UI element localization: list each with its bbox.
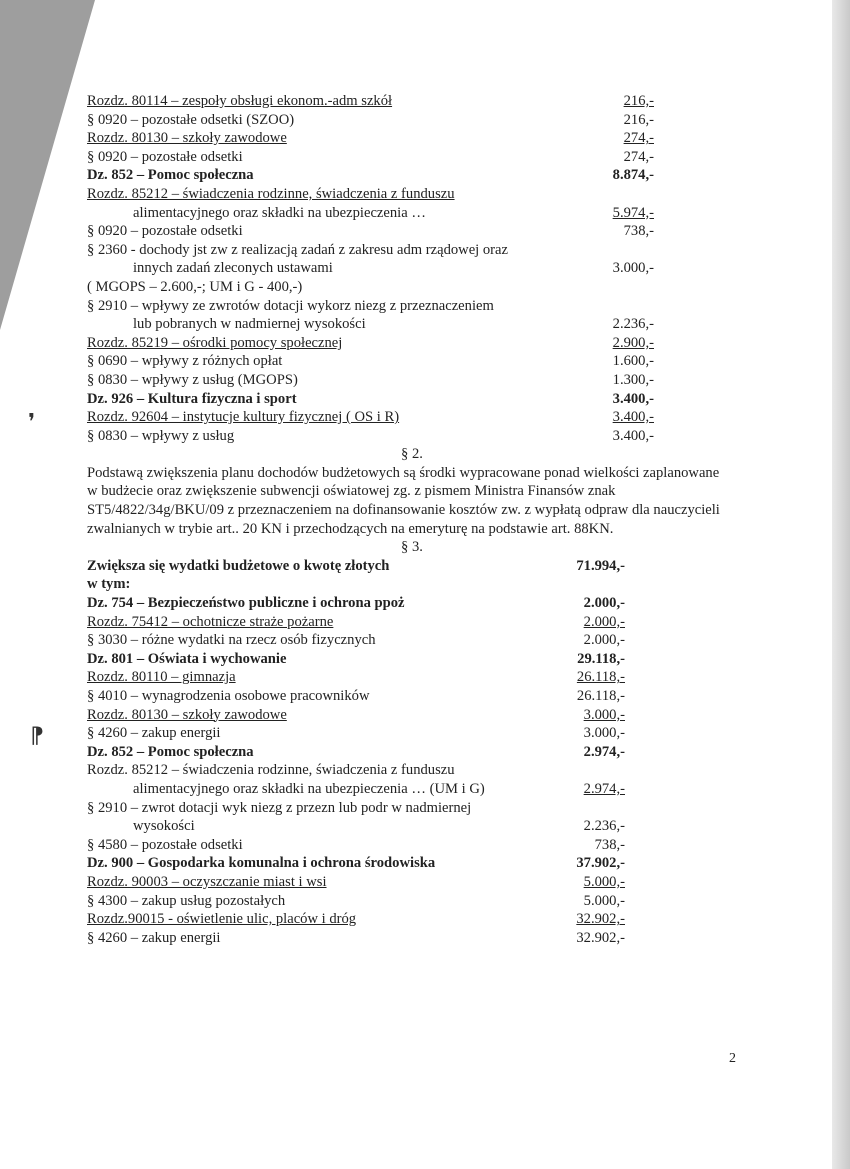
line-label: Dz. 852 – Pomoc społeczna	[87, 167, 254, 184]
budget-line	[87, 185, 737, 204]
punch-hole-mark: ❜	[28, 410, 36, 435]
budget-line	[87, 873, 737, 892]
budget-line	[87, 129, 737, 148]
line-amount: 26.118,-	[576, 669, 625, 686]
line-label: § 2910 – wpływy ze zwrotów dotacji wykorz niezg z przeznaczeniem	[87, 297, 494, 314]
line-amount: 274,-	[623, 130, 654, 147]
budget-line	[87, 390, 737, 409]
budget-line	[87, 743, 737, 762]
budget-line	[87, 371, 737, 390]
document-page	[87, 92, 737, 947]
line-label: Rozdz. 80130 – szkoły zawodowe	[87, 130, 287, 147]
line-amount: 738,-	[623, 223, 654, 240]
budget-line	[87, 334, 737, 353]
line-amount: 8.874,-	[612, 167, 654, 184]
line-label: Dz. 801 – Oświata i wychowanie	[87, 650, 287, 667]
budget-line	[87, 854, 737, 873]
budget-line	[87, 594, 737, 613]
line-label: Dz. 852 – Pomoc społeczna	[87, 743, 254, 760]
line-label: innych zadań zleconych ustawami	[133, 260, 333, 277]
budget-line	[87, 892, 737, 911]
line-label: § 4260 – zakup energii	[87, 929, 221, 946]
budget-line	[87, 650, 737, 669]
line-label: w tym:	[87, 576, 131, 593]
line-amount: 1.600,-	[612, 353, 654, 370]
line-amount: 3.400,-	[612, 409, 654, 426]
budget-line	[87, 817, 737, 836]
line-amount: 2.236,-	[612, 316, 654, 333]
budget-line	[87, 222, 737, 241]
line-amount: 2.000,-	[583, 595, 625, 612]
line-label: § 0920 – pozostałe odsetki	[87, 223, 243, 240]
line-label: Zwiększa się wydatki budżetowe o kwotę złotych	[87, 557, 390, 574]
line-label: Rozdz. 90003 – oczyszczanie miast i wsi	[87, 873, 327, 890]
line-label: Rozdz. 75412 – ochotnicze straże pożarne	[87, 613, 334, 630]
budget-line	[87, 929, 737, 948]
budget-line	[87, 148, 737, 167]
budget-line	[87, 297, 737, 316]
punch-hole-mark: ⁋	[30, 724, 44, 749]
page-number: 2	[729, 1051, 736, 1066]
line-label: § 4300 – zakup usług pozostałych	[87, 892, 286, 909]
line-label: Dz. 754 – Bezpieczeństwo publiczne i ochrona ppoż	[87, 595, 405, 612]
budget-line	[87, 780, 737, 799]
line-label: § 4580 – pozostałe odsetki	[87, 836, 243, 853]
line-label: lub pobranych w nadmiernej wysokości	[133, 316, 366, 333]
budget-line	[87, 352, 737, 371]
line-amount: 1.300,-	[612, 371, 654, 388]
line-amount: 3.400,-	[612, 427, 654, 444]
budget-line	[87, 724, 737, 743]
paragraph-2-heading: § 2.	[401, 446, 423, 463]
line-label: Rozdz. 85212 – świadczenia rodzinne, świadczenia z funduszu	[87, 762, 455, 779]
budget-line	[87, 687, 737, 706]
budget-line	[87, 241, 737, 260]
line-amount: 26.118,-	[576, 688, 625, 704]
budget-line	[87, 761, 737, 780]
budget-line	[87, 111, 737, 130]
line-amount: 2.974,-	[583, 743, 625, 760]
budget-line	[87, 836, 737, 855]
budget-line	[87, 427, 737, 446]
budget-line	[87, 259, 737, 278]
line-amount: 32.902,-	[576, 929, 625, 946]
line-label: Dz. 926 – Kultura fizyczna i sport	[87, 390, 297, 407]
budget-line	[87, 575, 737, 594]
line-amount: 5.974,-	[612, 204, 654, 221]
line-label: Rozdz. 80130 – szkoły zawodowe	[87, 706, 287, 723]
line-amount: 3.000,-	[583, 706, 625, 723]
line-label: § 0830 – wpływy z usług	[87, 427, 235, 444]
income-section	[87, 92, 737, 445]
line-label: Rozdz.90015 - oświetlenie ulic, placów i dróg	[87, 911, 357, 928]
line-amount: 3.400,-	[612, 390, 654, 407]
paragraph-2-text: Podstawą zwiększenia planu dochodów budżetowych są środki wypracowane ponad wielkości zaplanowane w budżecie oraz zwiększenie subwencji oświatowej zg. z pismem Ministra Finansów znak ST5/4822/34g/BKU/09 z przeznaczeniem na dofinansowanie kosztów zw. z wypłatą odpraw dla nauczycieli zwalnianych w trybie art.. 20 KN i przechodzących na emeryturę na podstawie art. 88KN.	[87, 464, 720, 537]
scan-shadow-corner	[0, 0, 95, 330]
expense-section	[87, 557, 737, 947]
line-label: § 4010 – wynagrodzenia osobowe pracowników	[87, 688, 370, 704]
budget-line	[87, 668, 737, 687]
line-label: § 2360 - dochody jst zw z realizacją zadań z zakresu adm rządowej oraz	[87, 241, 508, 258]
budget-line	[87, 204, 737, 223]
line-amount: 5.000,-	[583, 892, 625, 909]
line-amount: 2.000,-	[583, 632, 625, 649]
line-amount: 32.902,-	[576, 911, 625, 928]
line-label: Rozdz. 85219 – ośrodki pomocy społecznej	[87, 334, 343, 351]
line-amount: 3.000,-	[583, 725, 625, 742]
budget-line	[87, 706, 737, 725]
line-label: Rozdz. 80110 – gimnazja	[87, 669, 236, 686]
line-amount: 216,-	[623, 93, 654, 109]
line-amount: 738,-	[594, 836, 625, 853]
line-label: alimentacyjnego oraz składki na ubezpieczenia …	[133, 204, 426, 221]
line-label: Rozdz. 80114 – zespoły obsługi ekonom.-adm szkół	[87, 93, 393, 109]
line-amount: 2.974,-	[583, 780, 625, 797]
line-amount: 37.902,-	[576, 855, 625, 872]
line-label: § 2910 – zwrot dotacji wyk niezg z przezn lub podr w nadmiernej	[87, 799, 472, 816]
line-amount: 3.000,-	[612, 260, 654, 277]
budget-line	[87, 92, 737, 111]
line-amount: 2.000,-	[583, 613, 625, 630]
budget-line	[87, 799, 737, 818]
line-amount: 5.000,-	[583, 873, 625, 890]
budget-line	[87, 408, 737, 427]
line-amount: 216,-	[623, 111, 654, 128]
line-label: Rozdz. 92604 – instytucje kultury fizycznej ( OS i R)	[87, 409, 400, 426]
line-amount: 2.236,-	[583, 818, 625, 835]
budget-line	[87, 557, 737, 576]
line-label: § 0830 – wpływy z usług (MGOPS)	[87, 371, 298, 388]
line-label: ( MGOPS – 2.600,-; UM i G - 400,-)	[87, 278, 303, 295]
line-amount: 71.994,-	[576, 557, 625, 574]
paragraph-3-heading: § 3.	[401, 539, 423, 556]
budget-line	[87, 166, 737, 185]
line-amount: 2.900,-	[612, 334, 654, 351]
line-label: § 4260 – zakup energii	[87, 725, 221, 742]
line-label: Rozdz. 85212 – świadczenia rodzinne, świadczenia z funduszu	[87, 185, 455, 202]
budget-line	[87, 278, 737, 297]
line-amount: 29.118,-	[577, 650, 625, 667]
budget-line	[87, 631, 737, 650]
budget-line	[87, 613, 737, 632]
line-label: § 0690 – wpływy z różnych opłat	[87, 353, 283, 370]
line-label: § 0920 – pozostałe odsetki (SZOO)	[87, 111, 295, 128]
line-label: alimentacyjnego oraz składki na ubezpieczenia … (UM i G)	[133, 780, 485, 797]
budget-line	[87, 315, 737, 334]
line-label: wysokości	[133, 818, 195, 835]
line-amount: 274,-	[623, 148, 654, 165]
budget-line	[87, 910, 737, 929]
line-label: § 3030 – różne wydatki na rzecz osób fizycznych	[87, 632, 376, 649]
line-label: Dz. 900 – Gospodarka komunalna i ochrona środowiska	[87, 855, 436, 872]
line-label: § 0920 – pozostałe odsetki	[87, 148, 243, 165]
scan-shadow-edge	[832, 0, 850, 1169]
